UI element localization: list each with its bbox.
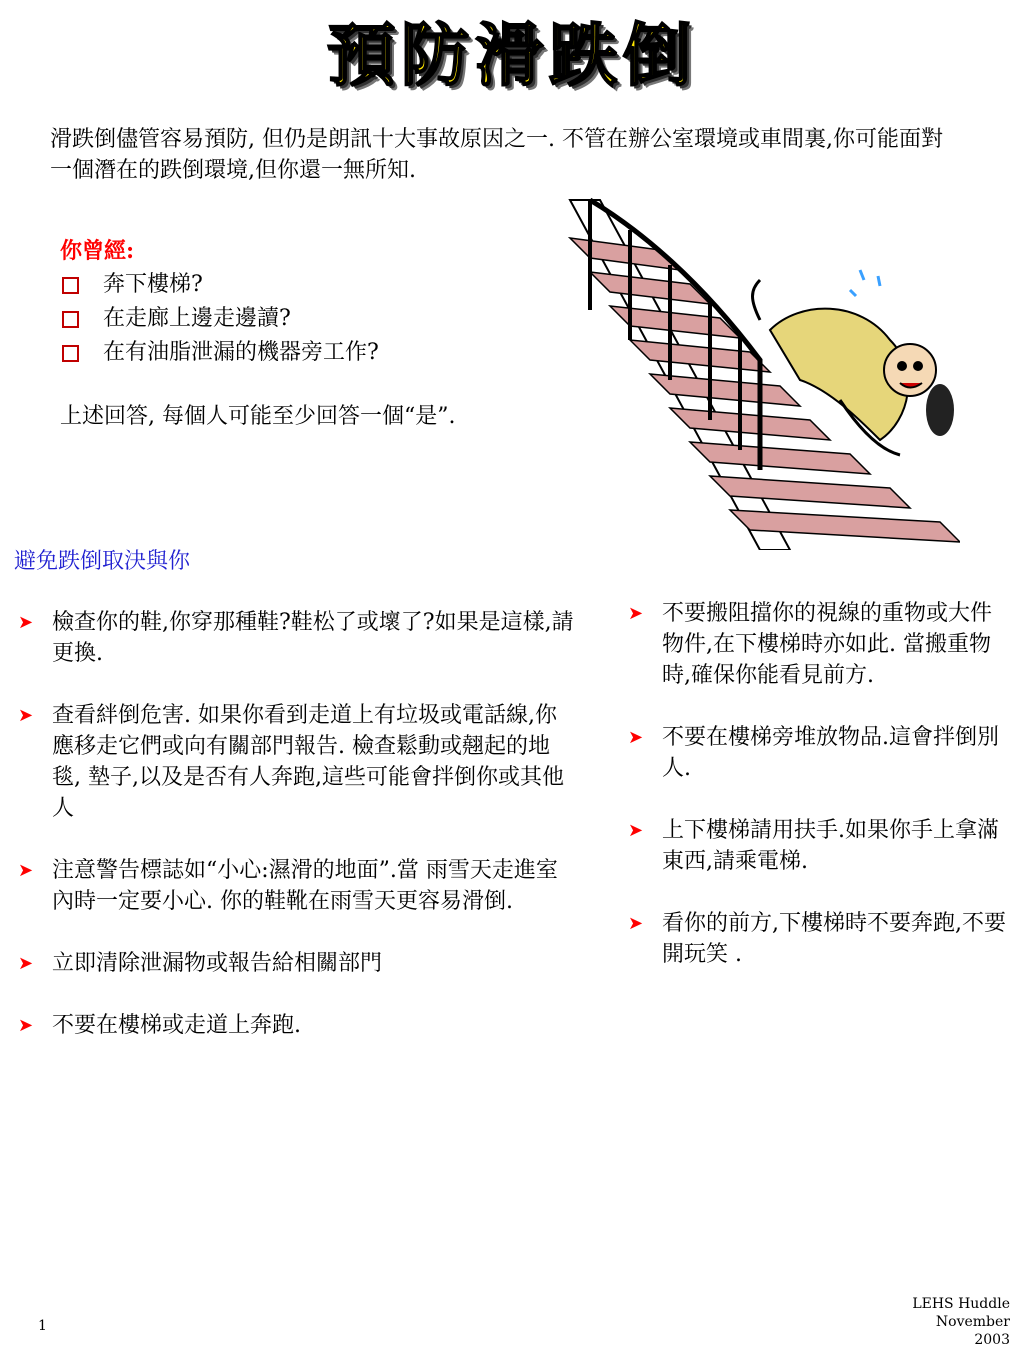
falling-man-stairs-illustration [560,190,960,550]
tip-item: ➤ 上下樓梯請用扶手.如果你手上拿滿東西,請乘電梯. [628,815,1012,877]
question-list [60,268,540,370]
footer-date: November 2003 [935,1314,1010,1348]
tip-item: ➤ 檢查你的鞋,你穿那種鞋?鞋松了或壞了?如果是這樣,請更換. [18,607,574,669]
tip-item: ➤ 不要搬阻擋你的視線的重物或大件物件,在下樓梯時亦如此. 當搬重物時,確保你能看見前方. [628,598,1012,691]
tip-item: ➤ 看你的前方,下樓梯時不要奔跑,不要開玩笑 . [628,908,1012,970]
footer-org-name: LEHS Huddle [912,1296,1010,1312]
tip-item: ➤ 注意警告標誌如“小心:濕滑的地面”.當 雨雪天走進室內時一定要小心. 你的鞋靴在雨雪天更容易滑倒. [18,855,574,917]
arrow-bullet-icon: ➤ [628,820,644,841]
checkbox-icon [62,345,79,362]
question-title: 你曾經: [60,238,135,264]
tip-item: ➤ 不要在樓梯旁堆放物品.這會拌倒別人. [628,722,1012,784]
question-item: 在有油脂泄漏的機器旁工作? [60,336,540,370]
question-item: 在走廊上邊走邊讀? [60,302,540,336]
tip-item: ➤ 立即清除泄漏物或報告給相關部門 [18,948,574,979]
checkbox-icon [62,311,79,328]
question-item: 奔下樓梯? [60,268,540,302]
page-number: 1 [38,1318,47,1334]
arrow-bullet-icon: ➤ [628,913,644,934]
left-tips-list [18,607,574,1072]
intro-paragraph: 滑跌倒儘管容易預防, 但仍是朗訊十大事故原因之一. 不管在辦公室環境或車間裏,你可能面對一個潛在的跌倒環境,但你還一無所知. [50,127,943,183]
arrow-bullet-icon: ➤ [18,705,34,726]
page-title: 預防滑跌倒 [326,17,697,96]
arrow-bullet-icon: ➤ [18,1015,34,1036]
arrow-bullet-icon: ➤ [628,603,644,624]
checkbox-icon [62,277,79,294]
arrow-bullet-icon: ➤ [18,612,34,633]
arrow-bullet-icon: ➤ [628,727,644,748]
avoid-section-title: 避免跌倒取決與你 [14,549,191,574]
tip-item: ➤ 不要在樓梯或走道上奔跑. [18,1010,574,1041]
question-note: 上述回答, 每個人可能至少回答一個“是”. [60,404,456,429]
tip-item: ➤ 查看絆倒危害. 如果你看到走道上有垃圾或電話線,你應移走它們或向有關部門報告. 檢查鬆動或翹起的地毯, 墊子,以及是否有人奔跑,這些可能會拌倒你或其他人 [18,700,574,824]
arrow-bullet-icon: ➤ [18,953,34,974]
footer-info [900,1295,1010,1349]
question-section [60,234,540,434]
arrow-bullet-icon: ➤ [18,860,34,881]
right-tips-list [628,598,1012,1001]
